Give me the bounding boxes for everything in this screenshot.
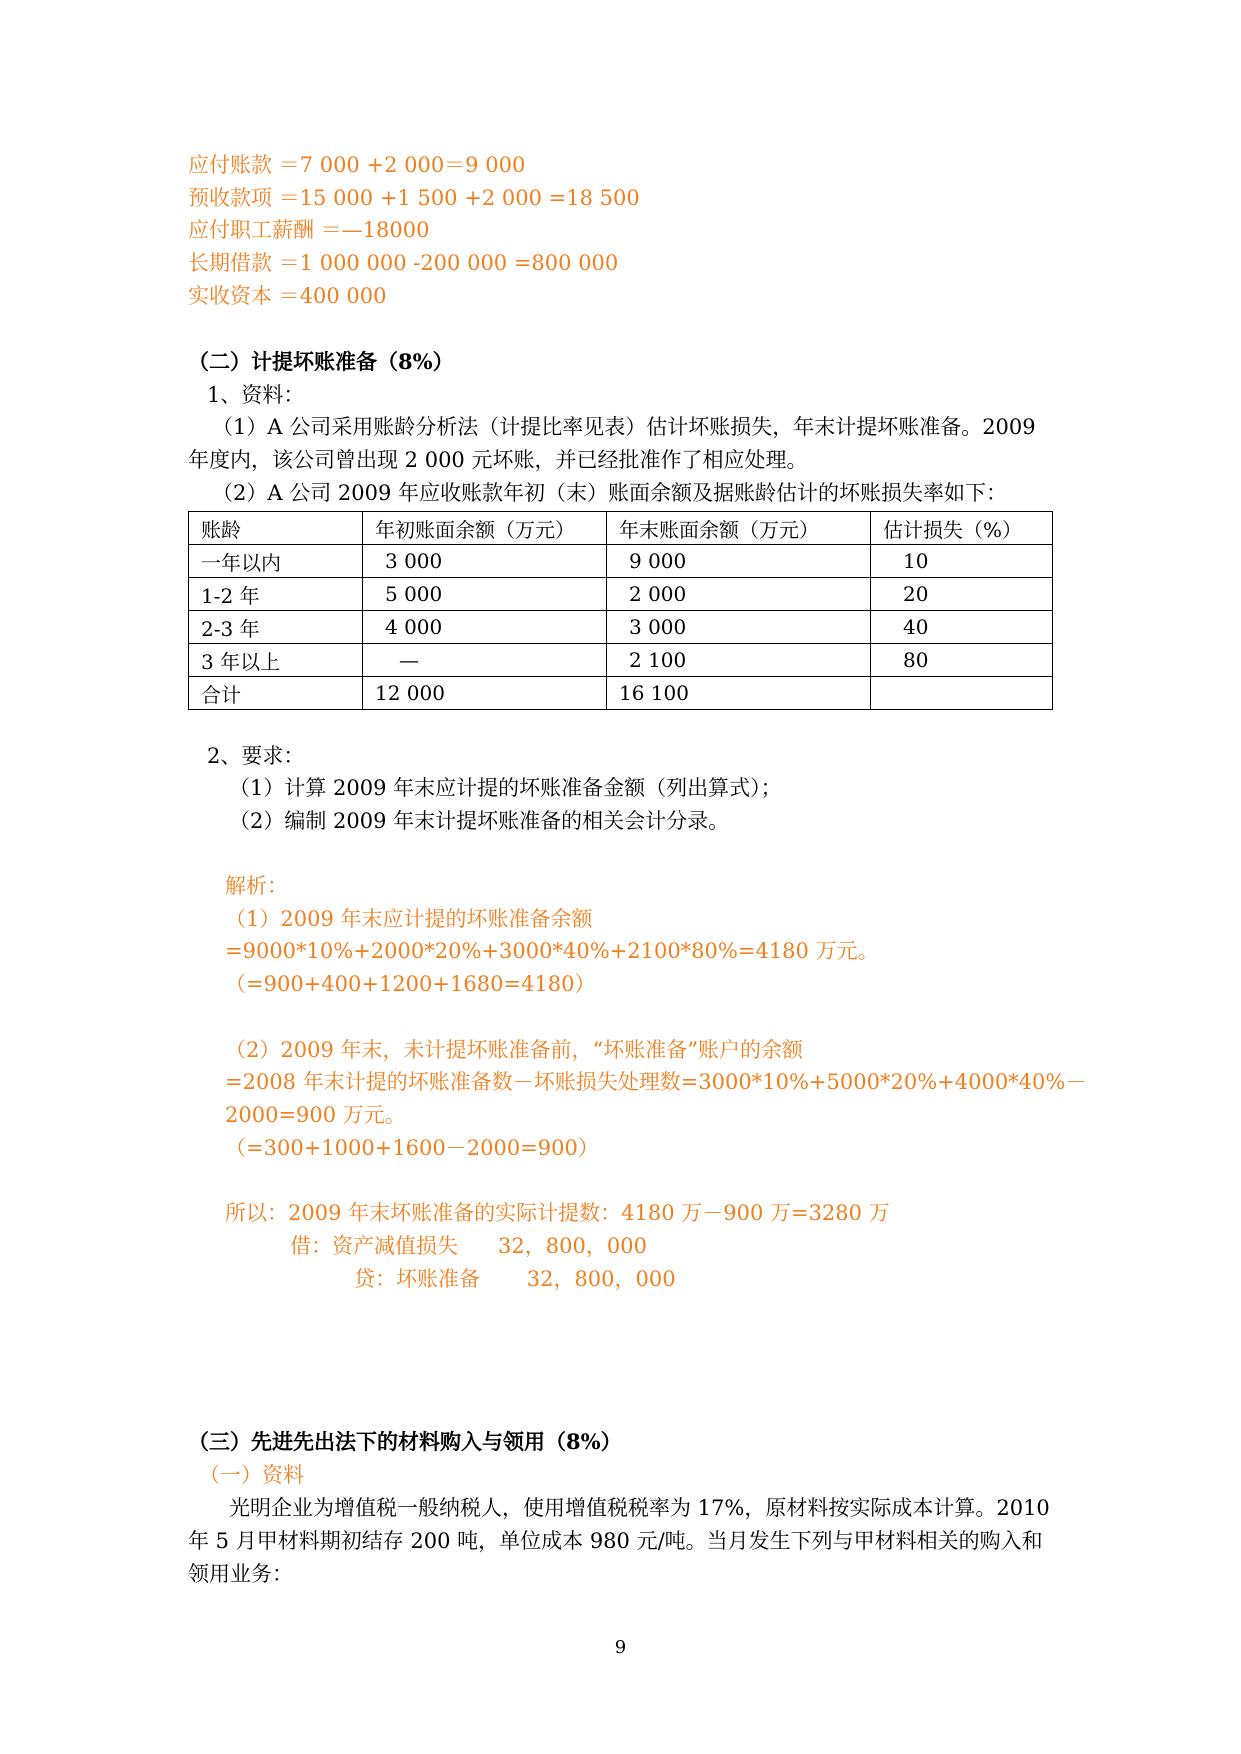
table-row [189, 644, 1053, 677]
table-cell [871, 677, 1053, 710]
table-cell: 80 [871, 644, 1053, 677]
material-para1-line1: （1）A 公司采用账龄分析法（计提比率见表）估计坏账损失，年末计提坏账准备。2009 [212, 415, 1036, 439]
balance-paid-in-capital: 实收资本 ＝400 000 [188, 284, 387, 308]
table-cell: 2 100 [607, 644, 871, 677]
analysis-2-title: （2）2009 年末，未计提坏账准备前，“坏账准备”账户的余额 [225, 1038, 803, 1062]
section3-sub-heading: （一）资料 [199, 1463, 304, 1487]
header-cell: 年末账面余额（万元） [607, 512, 871, 545]
analysis-conclusion: 所以：2009 年末坏账准备的实际计提数：4180 万－900 万=3280 万 [225, 1201, 890, 1225]
requirement-1: （1）计算 2009 年末应计提的坏账准备金额（列出算式）； [229, 776, 782, 800]
table-cell: 3 000 [363, 545, 607, 578]
requirement-2: （2）编制 2009 年末计提坏账准备的相关会计分录。 [229, 809, 730, 833]
table-cell: 3 000 [607, 611, 871, 644]
table-row [189, 545, 1053, 578]
table-cell: 合计 [189, 677, 363, 710]
balance-employee-pay: 应付职工薪酬 ＝—18000 [188, 218, 430, 242]
table-cell: 3 年以上 [189, 644, 363, 677]
requirement-label: 2、要求： [207, 744, 305, 768]
table-cell: 一年以内 [189, 545, 363, 578]
aging-table [188, 511, 1053, 710]
table-cell: 1-2 年 [189, 578, 363, 611]
table-cell: 5 000 [363, 578, 607, 611]
table-cell: 40 [871, 611, 1053, 644]
section2-heading: （二）计提坏账准备（8%） [188, 349, 454, 374]
table-cell: 2-3 年 [189, 611, 363, 644]
page-number: 9 [614, 1637, 627, 1658]
table-cell: 10 [871, 545, 1053, 578]
section3-para-line2: 年 5 月甲材料期初结存 200 吨，单位成本 980 元/吨。当月发生下列与甲材料相关的购入和 [188, 1529, 1043, 1553]
table-row [189, 611, 1053, 644]
analysis-2-formula-line1: =2008 年末计提的坏账准备数－坏账损失处理数=3000*10%+5000*20%+4000*40%－ [225, 1070, 1087, 1094]
analysis-1-check: （=900+400+1200+1680=4180） [225, 972, 596, 996]
material-para1-line2: 年度内，该公司曾出现 2 000 元坏账，并已经批准作了相应处理。 [188, 448, 808, 472]
table-cell: 4 000 [363, 611, 607, 644]
table-cell: 9 000 [607, 545, 871, 578]
header-cell: 年初账面余额（万元） [363, 512, 607, 545]
section3-para-line3: 领用业务： [188, 1562, 293, 1586]
table-cell: 2 000 [607, 578, 871, 611]
section3-heading: （三）先进先出法下的材料购入与领用（8%） [188, 1429, 622, 1454]
material-para2: （2）A 公司 2009 年应收账款年初（末）账面余额及据账龄估计的坏账损失率如下： [212, 481, 1007, 505]
balance-accounts-payable: 应付账款 ＝7 000 +2 000＝9 000 [188, 153, 526, 177]
table-cell: 12 000 [363, 677, 607, 710]
table-cell: 20 [871, 578, 1053, 611]
analysis-label: 解析： [225, 874, 288, 898]
table-header-row [189, 512, 1053, 545]
table-cell: — [363, 644, 607, 677]
analysis-1-formula: =9000*10%+2000*20%+3000*40%+2100*80%=4180 万元。 [225, 939, 879, 963]
balance-long-term-loan: 长期借款 ＝1 000 000 -200 000 =800 000 [188, 251, 619, 275]
analysis-2-formula-line2: 2000=900 万元。 [225, 1103, 406, 1127]
journal-credit: 贷：坏账准备 32，800，000 [354, 1267, 676, 1291]
journal-debit: 借：资产减值损失 32，800，000 [290, 1234, 647, 1258]
balance-advance-receipts: 预收款项 ＝15 000 +1 500 +2 000 =18 500 [188, 186, 640, 210]
section3-para-line1: 光明企业为增值税一般纳税人，使用增值税税率为 17%，原材料按实际成本计算。2010 [229, 1496, 1050, 1520]
table-row [189, 677, 1053, 710]
table-cell: 16 100 [607, 677, 871, 710]
header-cell: 估计损失（%） [871, 512, 1053, 545]
analysis-1-title: （1）2009 年末应计提的坏账准备余额 [225, 907, 593, 931]
table-row [189, 578, 1053, 611]
material-label: 1、资料： [207, 383, 305, 407]
analysis-2-check: （=300+1000+1600－2000=900） [225, 1136, 599, 1160]
header-cell: 账龄 [189, 512, 363, 545]
